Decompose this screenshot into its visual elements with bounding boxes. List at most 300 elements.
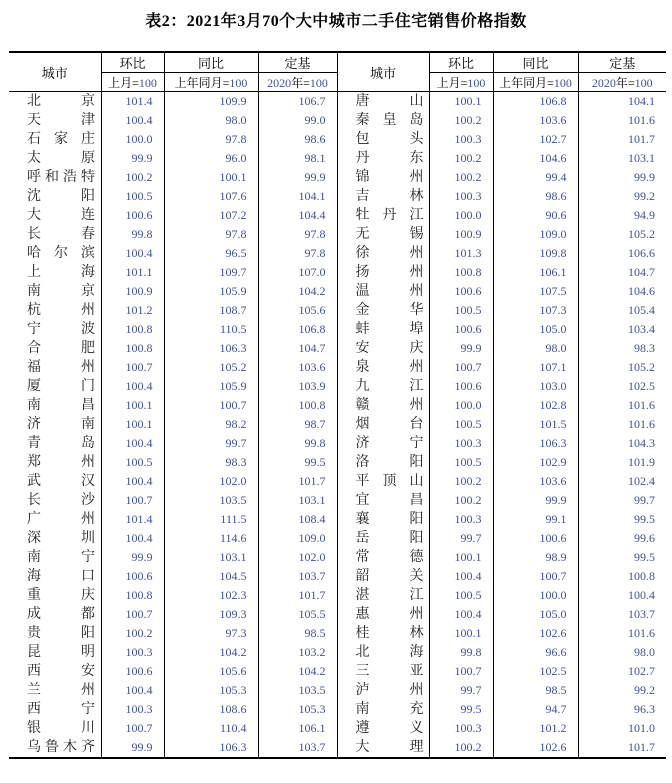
city-name: 常德 (355, 550, 424, 565)
city-name: 牡丹江 (355, 208, 424, 223)
city-cell (9, 225, 101, 244)
table-row (9, 206, 666, 225)
city-name: 石家庄 (27, 132, 95, 147)
value-cell: 100.4 (101, 244, 164, 263)
value-cell: 99.9 (258, 168, 337, 187)
value-cell: 109.7 (164, 263, 258, 282)
city-name: 贵阳 (27, 626, 95, 641)
value-cell: 98.0 (164, 111, 258, 130)
city-name: 呼和浩特 (27, 170, 95, 185)
page-title: 表2：2021年3月70个大中城市二手住宅销售价格指数 (145, 13, 527, 30)
value-cell: 103.1 (578, 149, 666, 168)
table-row (9, 396, 666, 415)
city-name: 大理 (355, 740, 424, 755)
value-cell: 106.8 (258, 320, 337, 339)
table-row (9, 358, 666, 377)
value-cell: 101.4 (101, 92, 164, 112)
city-name: 太原 (27, 151, 95, 166)
value-cell: 106.3 (493, 434, 578, 453)
value-cell: 100.8 (578, 567, 666, 586)
value-cell: 99.5 (429, 700, 493, 719)
table-row (9, 700, 666, 719)
value-cell: 105.3 (258, 700, 337, 719)
value-cell: 100.0 (429, 206, 493, 225)
value-cell: 102.5 (578, 377, 666, 396)
value-cell: 109.9 (164, 92, 258, 112)
value-cell: 100.4 (101, 434, 164, 453)
city-name: 兰州 (27, 683, 95, 698)
table-row (9, 244, 666, 263)
value-cell: 98.7 (258, 415, 337, 434)
value-cell: 109.0 (493, 225, 578, 244)
city-name: 秦皇岛 (355, 113, 424, 128)
value-cell: 103.5 (258, 681, 337, 700)
table-row (9, 719, 666, 738)
city-cell (9, 396, 101, 415)
value-cell: 101.7 (578, 130, 666, 149)
city-name: 天津 (27, 113, 95, 128)
value-cell: 101.7 (578, 738, 666, 758)
value-cell: 103.1 (258, 491, 337, 510)
value-cell: 110.4 (164, 719, 258, 738)
city-cell (9, 434, 101, 453)
value-cell: 101.0 (578, 719, 666, 738)
value-cell: 107.5 (493, 282, 578, 301)
value-cell: 106.7 (258, 92, 337, 112)
value-cell: 106.3 (164, 738, 258, 758)
value-cell: 101.1 (101, 263, 164, 282)
value-cell: 109.0 (258, 529, 337, 548)
city-name: 遵义 (355, 721, 424, 736)
city-name: 北京 (27, 94, 95, 109)
city-cell (9, 282, 101, 301)
value-cell: 103.6 (258, 358, 337, 377)
city-cell (337, 377, 429, 396)
value-cell: 106.3 (164, 339, 258, 358)
value-cell: 100.6 (429, 282, 493, 301)
city-cell (9, 510, 101, 529)
city-cell (9, 472, 101, 491)
value-cell: 100.6 (101, 206, 164, 225)
table-row (9, 738, 666, 758)
value-cell: 100.7 (101, 491, 164, 510)
city-cell (337, 567, 429, 586)
table-row (9, 320, 666, 339)
value-cell: 104.2 (258, 662, 337, 681)
value-cell: 102.9 (493, 453, 578, 472)
value-cell: 100.3 (429, 719, 493, 738)
value-cell: 98.2 (164, 415, 258, 434)
city-name: 桂林 (355, 626, 424, 641)
value-cell: 102.5 (493, 662, 578, 681)
table-row (9, 111, 666, 130)
city-cell (337, 244, 429, 263)
value-cell: 98.6 (493, 187, 578, 206)
table-row (9, 681, 666, 700)
city-cell (9, 187, 101, 206)
value-cell: 101.7 (258, 586, 337, 605)
table-row (9, 491, 666, 510)
value-cell: 96.5 (164, 244, 258, 263)
value-cell: 107.0 (258, 263, 337, 282)
city-cell (337, 263, 429, 282)
city-name: 西宁 (27, 702, 95, 717)
value-cell: 104.1 (258, 187, 337, 206)
table-row (9, 605, 666, 624)
value-cell: 100.4 (101, 472, 164, 491)
city-cell (337, 206, 429, 225)
table-row (9, 624, 666, 643)
city-cell (9, 605, 101, 624)
city-cell (337, 491, 429, 510)
value-cell: 101.3 (429, 244, 493, 263)
header-city-left: 城市 (9, 52, 101, 92)
value-cell: 100.3 (429, 434, 493, 453)
city-name: 九江 (355, 379, 424, 394)
value-cell: 100.2 (101, 624, 164, 643)
value-cell: 99.9 (429, 339, 493, 358)
header-row-top (9, 52, 666, 73)
value-cell: 100.4 (429, 567, 493, 586)
document-page (0, 11, 672, 783)
city-name: 沈阳 (27, 189, 95, 204)
city-cell (9, 681, 101, 700)
value-cell: 100.5 (429, 453, 493, 472)
value-cell: 110.5 (164, 320, 258, 339)
value-cell: 99.0 (258, 111, 337, 130)
value-cell: 101.5 (493, 415, 578, 434)
city-cell (337, 719, 429, 738)
city-name: 扬州 (355, 265, 424, 280)
value-cell: 99.4 (493, 168, 578, 187)
value-cell: 114.6 (164, 529, 258, 548)
city-cell (337, 149, 429, 168)
value-cell: 107.1 (493, 358, 578, 377)
city-name: 韶关 (355, 569, 424, 584)
city-cell (337, 700, 429, 719)
value-cell: 100.4 (101, 377, 164, 396)
value-cell: 101.6 (578, 111, 666, 130)
city-cell (9, 453, 101, 472)
table-row (9, 662, 666, 681)
value-cell: 99.9 (493, 491, 578, 510)
header-base-left: 定基 (258, 52, 337, 73)
value-cell: 105.2 (578, 225, 666, 244)
value-cell: 99.5 (578, 548, 666, 567)
city-cell (9, 662, 101, 681)
value-cell: 102.0 (164, 472, 258, 491)
value-cell: 97.8 (258, 225, 337, 244)
city-cell (337, 320, 429, 339)
subheader-mom-right: 上月=100 (429, 73, 493, 92)
value-cell: 100.3 (429, 130, 493, 149)
value-cell: 98.0 (493, 339, 578, 358)
value-cell: 105.6 (164, 662, 258, 681)
city-name: 乌鲁木齐 (27, 740, 95, 755)
value-cell: 105.9 (164, 377, 258, 396)
city-cell (9, 700, 101, 719)
value-cell: 105.0 (493, 320, 578, 339)
city-name: 广州 (27, 512, 95, 527)
value-cell: 103.7 (578, 605, 666, 624)
city-cell (337, 472, 429, 491)
value-cell: 99.9 (101, 738, 164, 758)
value-cell: 100.0 (101, 130, 164, 149)
value-cell: 98.6 (258, 130, 337, 149)
city-name: 银川 (27, 721, 95, 736)
value-cell: 100.3 (101, 700, 164, 719)
value-cell: 98.1 (258, 149, 337, 168)
value-cell: 104.5 (164, 567, 258, 586)
city-name: 烟台 (355, 417, 424, 432)
city-name: 海口 (27, 569, 95, 584)
value-cell: 103.1 (164, 548, 258, 567)
city-cell (337, 662, 429, 681)
city-name: 成都 (27, 607, 95, 622)
value-cell: 100.8 (101, 339, 164, 358)
value-cell: 100.2 (429, 738, 493, 758)
value-cell: 106.1 (258, 719, 337, 738)
table-row (9, 130, 666, 149)
value-cell: 94.7 (493, 700, 578, 719)
city-cell (337, 168, 429, 187)
table-row (9, 567, 666, 586)
value-cell: 100.6 (493, 529, 578, 548)
value-cell: 96.3 (578, 700, 666, 719)
value-cell: 104.3 (578, 434, 666, 453)
city-name: 昆明 (27, 645, 95, 660)
value-cell: 99.7 (429, 681, 493, 700)
table-row (9, 415, 666, 434)
city-cell (9, 491, 101, 510)
header-yoy-left: 同比 (164, 52, 258, 73)
city-cell (337, 282, 429, 301)
value-cell: 109.3 (164, 605, 258, 624)
value-cell: 100.7 (101, 358, 164, 377)
value-cell: 96.6 (493, 643, 578, 662)
city-cell (9, 149, 101, 168)
city-cell (337, 396, 429, 415)
value-cell: 99.7 (429, 529, 493, 548)
city-name: 泉州 (355, 360, 424, 375)
value-cell: 97.3 (164, 624, 258, 643)
header-yoy-right: 同比 (493, 52, 578, 73)
city-name: 湛江 (355, 588, 424, 603)
header-mom-right: 环比 (429, 52, 493, 73)
value-cell: 98.3 (164, 453, 258, 472)
city-name: 丹东 (355, 151, 424, 166)
value-cell: 100.2 (429, 472, 493, 491)
city-name: 安庆 (355, 341, 424, 356)
city-cell (9, 624, 101, 643)
value-cell: 107.2 (164, 206, 258, 225)
value-cell: 101.4 (101, 510, 164, 529)
value-cell: 108.7 (164, 301, 258, 320)
value-cell: 100.2 (101, 168, 164, 187)
value-cell: 100.9 (429, 225, 493, 244)
value-cell: 98.5 (493, 681, 578, 700)
value-cell: 100.7 (164, 396, 258, 415)
table-row (9, 339, 666, 358)
value-cell: 101.6 (578, 415, 666, 434)
value-cell: 100.6 (101, 662, 164, 681)
city-name: 济南 (27, 417, 95, 432)
value-cell: 100.7 (493, 567, 578, 586)
city-name: 深圳 (27, 531, 95, 546)
table-row (9, 548, 666, 567)
city-cell (9, 301, 101, 320)
value-cell: 102.8 (493, 396, 578, 415)
value-cell: 100.5 (429, 415, 493, 434)
city-name: 南京 (27, 284, 95, 299)
value-cell: 100.8 (258, 396, 337, 415)
value-cell: 104.7 (258, 339, 337, 358)
header-mom-left: 环比 (101, 52, 164, 73)
value-cell: 106.1 (493, 263, 578, 282)
value-cell: 103.9 (258, 377, 337, 396)
value-cell: 99.8 (258, 434, 337, 453)
value-cell: 100.5 (429, 586, 493, 605)
subheader-base-right: 2020年=100 (578, 73, 666, 92)
value-cell: 101.9 (578, 453, 666, 472)
value-cell: 101.6 (578, 396, 666, 415)
city-name: 平顶山 (355, 474, 424, 489)
value-cell: 107.3 (493, 301, 578, 320)
value-cell: 100.5 (101, 453, 164, 472)
table-row (9, 301, 666, 320)
city-name: 惠州 (355, 607, 424, 622)
city-cell (9, 415, 101, 434)
value-cell: 99.5 (578, 510, 666, 529)
city-cell (337, 415, 429, 434)
value-cell: 100.7 (101, 605, 164, 624)
city-cell (337, 358, 429, 377)
value-cell: 105.0 (493, 605, 578, 624)
city-name: 青岛 (27, 436, 95, 451)
value-cell: 100.4 (101, 111, 164, 130)
value-cell: 99.9 (101, 548, 164, 567)
value-cell: 99.9 (578, 168, 666, 187)
subheader-base-left: 2020年=100 (258, 73, 337, 92)
table-row (9, 282, 666, 301)
city-cell (9, 377, 101, 396)
city-cell (337, 434, 429, 453)
value-cell: 100.4 (578, 586, 666, 605)
value-cell: 100.7 (429, 358, 493, 377)
city-name: 洛阳 (355, 455, 424, 470)
value-cell: 107.6 (164, 187, 258, 206)
value-cell: 97.8 (258, 244, 337, 263)
value-cell: 104.2 (258, 282, 337, 301)
city-cell (9, 339, 101, 358)
value-cell: 103.6 (493, 111, 578, 130)
city-name: 温州 (355, 284, 424, 299)
value-cell: 94.9 (578, 206, 666, 225)
city-name: 郑州 (27, 455, 95, 470)
value-cell: 106.6 (578, 244, 666, 263)
city-name: 长沙 (27, 493, 95, 508)
city-name: 三亚 (355, 664, 424, 679)
city-name: 锦州 (355, 170, 424, 185)
value-cell: 100.7 (101, 719, 164, 738)
value-cell: 105.2 (164, 358, 258, 377)
city-name: 徐州 (355, 246, 424, 261)
table-row (9, 377, 666, 396)
city-cell (9, 643, 101, 662)
city-name: 南充 (355, 702, 424, 717)
city-cell (9, 320, 101, 339)
value-cell: 100.5 (429, 301, 493, 320)
city-cell (9, 244, 101, 263)
city-name: 哈尔滨 (27, 246, 95, 261)
city-cell (337, 301, 429, 320)
city-cell (337, 187, 429, 206)
value-cell: 102.6 (493, 624, 578, 643)
value-cell: 99.7 (164, 434, 258, 453)
city-name: 泸州 (355, 683, 424, 698)
value-cell: 100.2 (429, 491, 493, 510)
value-cell: 99.8 (101, 225, 164, 244)
value-cell: 99.2 (578, 681, 666, 700)
city-cell (337, 624, 429, 643)
value-cell: 102.7 (578, 662, 666, 681)
value-cell: 100.2 (429, 168, 493, 187)
value-cell: 99.9 (101, 149, 164, 168)
value-cell: 100.8 (101, 320, 164, 339)
value-cell: 102.7 (493, 130, 578, 149)
value-cell: 98.9 (493, 548, 578, 567)
value-cell: 100.2 (429, 111, 493, 130)
value-cell: 90.6 (493, 206, 578, 225)
city-name: 北海 (355, 645, 424, 660)
city-name: 长春 (27, 227, 95, 242)
city-cell (9, 719, 101, 738)
city-name: 西安 (27, 664, 95, 679)
city-name: 襄阳 (355, 512, 424, 527)
value-cell: 105.4 (578, 301, 666, 320)
value-cell: 98.5 (258, 624, 337, 643)
city-name: 吉林 (355, 189, 424, 204)
city-cell (9, 130, 101, 149)
city-cell (9, 358, 101, 377)
table-body (9, 92, 666, 759)
table-row (9, 434, 666, 453)
city-cell (9, 92, 101, 112)
city-name: 宁波 (27, 322, 95, 337)
value-cell: 100.4 (101, 529, 164, 548)
value-cell: 100.9 (101, 282, 164, 301)
city-name: 南宁 (27, 550, 95, 565)
table-row (9, 225, 666, 244)
value-cell: 102.0 (258, 548, 337, 567)
value-cell: 101.2 (101, 301, 164, 320)
city-name: 大连 (27, 208, 95, 223)
value-cell: 105.5 (258, 605, 337, 624)
value-cell: 101.6 (578, 624, 666, 643)
value-cell: 105.2 (578, 358, 666, 377)
value-cell: 108.6 (164, 700, 258, 719)
city-name: 上海 (27, 265, 95, 280)
value-cell: 102.4 (578, 472, 666, 491)
city-name: 宜昌 (355, 493, 424, 508)
table-row (9, 643, 666, 662)
value-cell: 100.2 (429, 149, 493, 168)
value-cell: 102.3 (164, 586, 258, 605)
value-cell: 103.5 (164, 491, 258, 510)
city-name: 武汉 (27, 474, 95, 489)
table-row (9, 168, 666, 187)
table-row (9, 510, 666, 529)
